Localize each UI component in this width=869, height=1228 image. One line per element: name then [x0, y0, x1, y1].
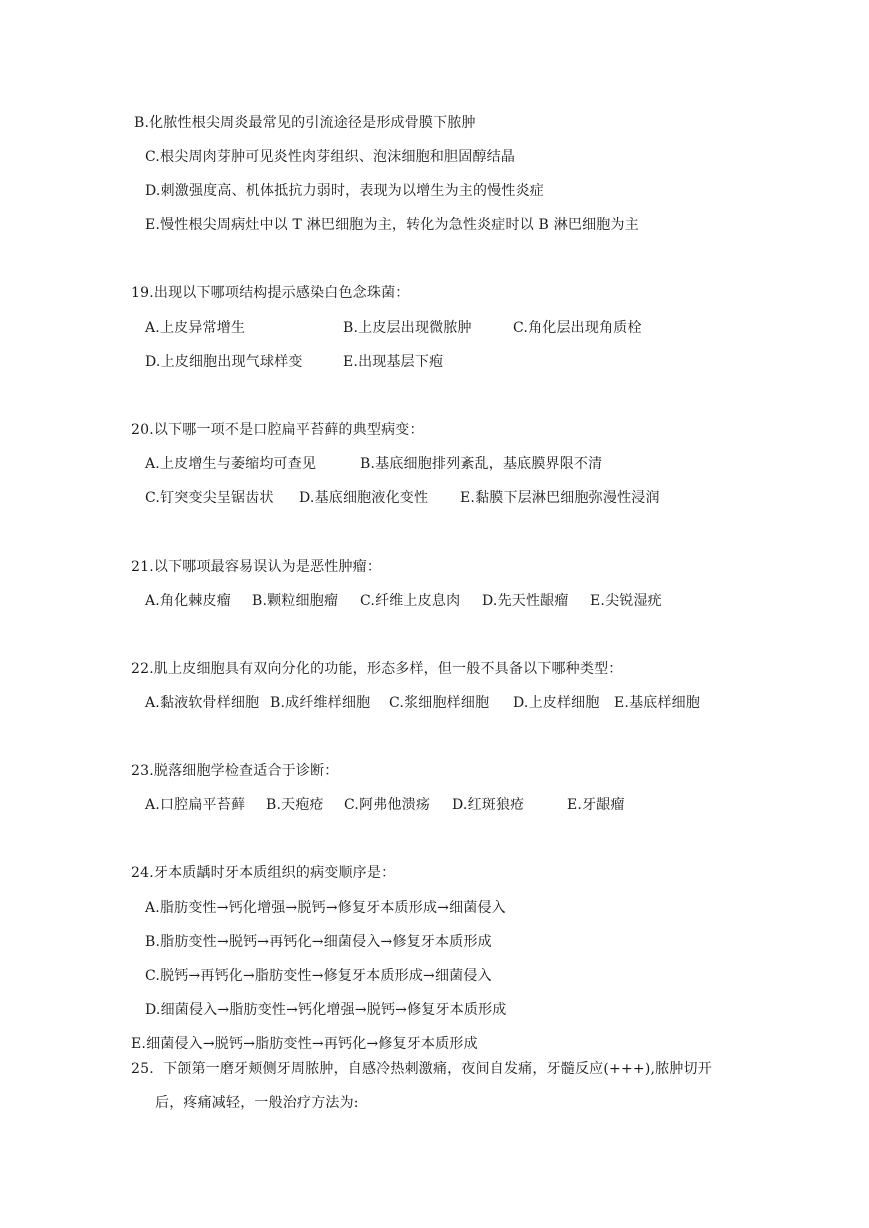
q24-option-e: E.细菌侵入→脱钙→脂肪变性→再钙化→修复牙本质形成	[131, 1036, 478, 1052]
q24-stem: 24.牙本质龋时牙本质组织的病变顺序是：	[131, 865, 396, 881]
q20-option-e: E.黏膜下层淋巴细胞弥漫性浸润	[460, 490, 660, 506]
q18-option-b: B.化脓性根尖周炎最常见的引流途径是形成骨膜下脓肿	[134, 115, 476, 131]
q19-stem: 19.出现以下哪项结构提示感染白色念珠菌：	[131, 285, 410, 301]
q22-option-b: B.成纤维样细胞	[270, 695, 371, 711]
q20-option-a: A.上皮增生与萎缩均可查见	[145, 456, 317, 472]
q21-option-c: C.纤维上皮息肉	[360, 593, 461, 609]
q23-option-e: E.牙龈瘤	[567, 797, 625, 813]
q19-option-e: E.出现基层下疱	[343, 354, 444, 370]
q21-stem: 21.以下哪项最容易误认为是恶性肿瘤：	[131, 559, 382, 575]
q21-option-b: B.颗粒细胞瘤	[252, 593, 339, 609]
q24-option-b: B.脂肪变性→脱钙→再钙化→细菌侵入→修复牙本质形成	[145, 934, 492, 950]
q22-option-a: A.黏液软骨样细胞	[145, 695, 260, 711]
q23-option-a: A.口腔扁平苔藓	[145, 797, 246, 813]
q23-stem: 23.脱落细胞学检查适合于诊断：	[131, 763, 339, 779]
q24-option-a: A.脂肪变性→钙化增强→脱钙→修复牙本质形成→细菌侵入	[145, 900, 506, 916]
q22-stem: 22.肌上皮细胞具有双向分化的功能，形态多样，但一般不具备以下哪种类型：	[131, 661, 623, 677]
q19-option-a: A.上皮异常增生	[145, 320, 246, 336]
q24-option-d: D.细菌侵入→脂肪变性→钙化增强→脱钙→修复牙本质形成	[145, 1002, 507, 1018]
q24-option-c: C.脱钙→再钙化→脂肪变性→修复牙本质形成→细菌侵入	[145, 968, 492, 984]
q22-option-e: E.基底样细胞	[614, 695, 701, 711]
q23-option-c: C.阿弗他溃疡	[344, 797, 431, 813]
q23-option-b: B.天疱疮	[266, 797, 324, 813]
q20-stem: 20.以下哪一项不是口腔扁平苔藓的典型病变：	[131, 422, 424, 438]
q23-option-d: D.红斑狼疮	[452, 797, 525, 813]
q21-option-a: A.角化棘皮瘤	[145, 593, 231, 609]
q18-option-c: C.根尖周肉芽肿可见炎性肉芽组织、泡沫细胞和胆固醇结晶	[145, 149, 516, 165]
q18-option-e: E.慢性根尖周病灶中以 T 淋巴细胞为主，转化为急性炎症时以 B 淋巴细胞为主	[145, 217, 639, 233]
q20-option-b: B.基底细胞排列紊乱，基底膜界限不清	[360, 456, 603, 472]
q25-stem-continued: 后，疼痛减轻，一般治疗方法为:	[155, 1095, 359, 1111]
q22-option-c: C.浆细胞样细胞	[389, 695, 490, 711]
q19-option-c: C.角化层出现角质栓	[513, 320, 642, 336]
q20-option-d: D.基底细胞液化变性	[299, 490, 429, 506]
q18-option-d: D.刺激强度高、机体抵抗力弱时，表现为以增生为主的慢性炎症	[145, 183, 544, 199]
q22-option-d: D.上皮样细胞	[513, 695, 600, 711]
q25-stem: 25. 下颌第一磨牙颊侧牙周脓肿，自感冷热刺激痛，夜间自发痛，牙髓反应(+++),脓肿切开	[131, 1061, 712, 1077]
q19-option-d: D.上皮细胞出现气球样变	[145, 354, 303, 370]
q21-option-d: D.先天性龈瘤	[482, 593, 569, 609]
q19-option-b: B.上皮层出现微脓肿	[343, 320, 472, 336]
q21-option-e: E.尖锐湿疣	[590, 593, 662, 609]
q20-option-c: C.钉突变尖呈锯齿状	[145, 490, 274, 506]
